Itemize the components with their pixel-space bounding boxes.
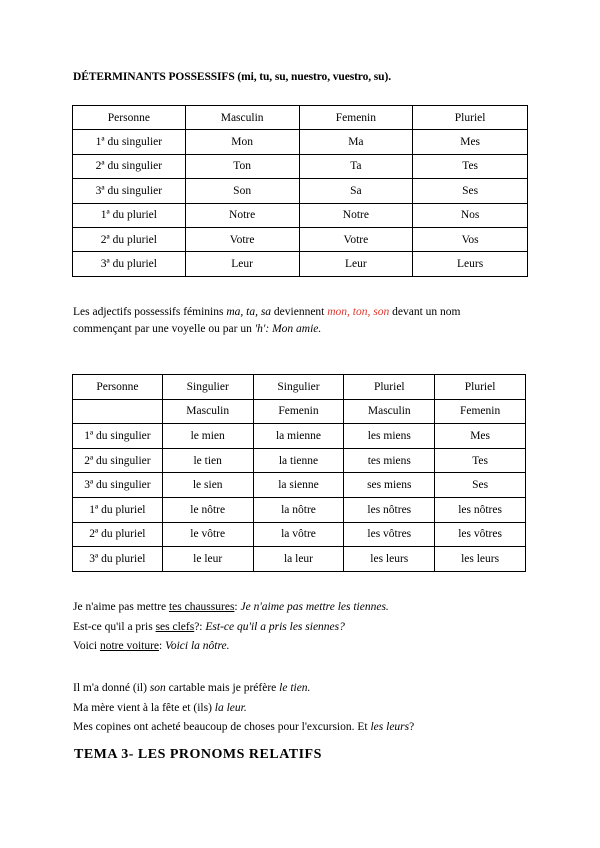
table-header-cell: Singulier xyxy=(253,375,344,400)
table-cell: 3ª du singulier xyxy=(73,179,186,203)
table-cell: 2ª du singulier xyxy=(73,448,163,473)
example-text: ?: xyxy=(194,620,206,633)
table-cell: 1ª du singulier xyxy=(73,130,186,154)
table-cell: la nôtre xyxy=(253,497,344,522)
example-text: : xyxy=(159,640,166,652)
table-header-cell: Femenin xyxy=(253,399,344,424)
table-header-cell xyxy=(73,399,163,424)
table-row xyxy=(73,522,526,547)
table-header-cell: Pluriel xyxy=(344,375,435,400)
example-italic: les leurs xyxy=(370,721,410,733)
table-header-cell: Singulier xyxy=(162,375,253,400)
section-heading: DÉTERMINANTS POSSESSIFS (mi, tu, su, nuestro, vuestro, su). xyxy=(73,71,391,83)
table-cell: 2ª du pluriel xyxy=(73,522,163,547)
example-italic: son xyxy=(149,682,166,694)
example-text: Il m'a donné (il) xyxy=(73,682,150,694)
table-cell: les leurs xyxy=(344,547,435,572)
possessive-pronouns-table xyxy=(72,374,526,572)
table-cell: 3ª du singulier xyxy=(73,473,163,498)
example-text: Ma mère vient à la fête et (ils) xyxy=(73,701,215,714)
table-cell: 3ª du pluriel xyxy=(73,252,186,276)
note-line-1 xyxy=(73,304,460,321)
example-italic: Je n'aime pas mettre les tiennes. xyxy=(240,601,389,613)
note-italic: 'h': Mon amie. xyxy=(254,323,322,335)
table-row xyxy=(73,227,528,251)
table-cell: Tes xyxy=(413,154,528,178)
example-italic: la leur. xyxy=(214,701,247,714)
table-row xyxy=(73,130,528,154)
table-cell: Ses xyxy=(435,473,526,498)
note-italic: ma, ta, sa xyxy=(226,306,272,318)
table-row xyxy=(73,497,526,522)
example-text: cartable mais je préfère xyxy=(165,682,280,694)
table-cell: les leurs xyxy=(435,547,526,572)
possessive-determiners-table xyxy=(72,105,528,277)
examples-block-1 xyxy=(73,598,389,657)
example-line xyxy=(73,718,414,738)
example-text: : xyxy=(234,601,241,613)
table-header-cell: Masculin xyxy=(185,106,299,130)
table-cell: la vôtre xyxy=(253,522,344,547)
example-underlined: ses clefs xyxy=(155,620,195,633)
example-text: Voici xyxy=(73,640,100,652)
table-cell: Votre xyxy=(299,227,413,251)
example-text: Je n'aime pas mettre xyxy=(73,601,169,613)
table-cell: Nos xyxy=(413,203,528,227)
table-cell: Mes xyxy=(435,424,526,449)
table-cell: le leur xyxy=(162,547,253,572)
table-cell: les miens xyxy=(344,424,435,449)
note-text: devant un nom xyxy=(389,306,461,318)
table-cell: la tienne xyxy=(253,448,344,473)
table-row xyxy=(73,154,528,178)
table-cell: Tes xyxy=(435,448,526,473)
table-cell: Ta xyxy=(299,154,413,178)
table-cell: les nôtres xyxy=(344,497,435,522)
table-header-cell: Masculin xyxy=(162,399,253,424)
table-subheader-row xyxy=(73,399,526,424)
example-line xyxy=(73,618,389,638)
table-cell: 1ª du pluriel xyxy=(73,203,186,227)
table-row xyxy=(73,252,528,276)
table-row xyxy=(73,424,526,449)
table-cell: le mien xyxy=(162,424,253,449)
table-cell: ses miens xyxy=(344,473,435,498)
table-header-cell: Personne xyxy=(73,106,186,130)
table-cell: 2ª du singulier xyxy=(73,154,186,178)
example-italic: Voici la nôtre. xyxy=(165,640,230,652)
table-row xyxy=(73,448,526,473)
table-cell: le vôtre xyxy=(162,522,253,547)
table-cell: les vôtres xyxy=(344,522,435,547)
table-cell: la mienne xyxy=(253,424,344,449)
example-text: ? xyxy=(409,721,415,733)
example-underlined: notre voiture xyxy=(99,640,160,652)
example-line xyxy=(73,679,414,699)
example-italic: le tien. xyxy=(279,682,311,694)
table-cell: les vôtres xyxy=(435,522,526,547)
table-cell: Leur xyxy=(299,252,413,276)
table-cell: les nôtres xyxy=(435,497,526,522)
table-cell: Sa xyxy=(299,179,413,203)
table-cell: Ma xyxy=(299,130,413,154)
example-line xyxy=(73,699,414,719)
example-text: Est-ce qu'il a pris xyxy=(73,620,156,633)
note-line-2 xyxy=(73,321,460,338)
table-cell: 1ª du singulier xyxy=(73,424,163,449)
table-header-row xyxy=(73,106,528,130)
example-underlined: tes chaussures xyxy=(168,601,235,613)
table-cell: Mes xyxy=(413,130,528,154)
table-cell: Leurs xyxy=(413,252,528,276)
table-cell: Ton xyxy=(185,154,299,178)
table-header-cell: Femenin xyxy=(299,106,413,130)
table-header-cell: Femenin xyxy=(435,399,526,424)
table-header-row xyxy=(73,375,526,400)
table-cell: 2ª du pluriel xyxy=(73,227,186,251)
note-text: deviennent xyxy=(271,306,328,318)
table-cell: Son xyxy=(185,179,299,203)
table-cell: 3ª du pluriel xyxy=(73,547,163,572)
table-cell: 1ª du pluriel xyxy=(73,497,163,522)
note-highlight: mon, ton, son xyxy=(327,306,390,318)
table-cell: Notre xyxy=(299,203,413,227)
tema-heading: TEMA 3- LES PRONOMS RELATIFS xyxy=(74,747,322,762)
table-cell: tes miens xyxy=(344,448,435,473)
table-header-cell: Personne xyxy=(73,375,163,400)
table-cell: Votre xyxy=(185,227,299,251)
note-paragraph xyxy=(73,304,460,338)
table-row xyxy=(73,179,528,203)
example-text: Mes copines ont acheté beaucoup de choses pour l'excursion. Et xyxy=(73,721,371,733)
table-header-cell: Pluriel xyxy=(435,375,526,400)
example-line xyxy=(73,598,389,618)
table-row xyxy=(73,547,526,572)
table-cell: la sienne xyxy=(253,473,344,498)
note-text: commençant par une voyelle ou par un xyxy=(73,323,255,335)
examples-block-2 xyxy=(73,679,414,738)
table-cell: Notre xyxy=(185,203,299,227)
table-cell: Mon xyxy=(185,130,299,154)
example-line xyxy=(73,637,389,657)
table-cell: Ses xyxy=(413,179,528,203)
table-header-cell: Pluriel xyxy=(413,106,528,130)
table-row xyxy=(73,203,528,227)
example-italic: Est-ce qu'il a pris les siennes? xyxy=(205,620,345,633)
note-text: Les adjectifs possessifs féminins xyxy=(73,306,227,318)
table-cell: le nôtre xyxy=(162,497,253,522)
table-cell: la leur xyxy=(253,547,344,572)
table-cell: le tien xyxy=(162,448,253,473)
table-cell: Leur xyxy=(185,252,299,276)
table-cell: Vos xyxy=(413,227,528,251)
table-cell: le sien xyxy=(162,473,253,498)
table-header-cell: Masculin xyxy=(344,399,435,424)
table-row xyxy=(73,473,526,498)
